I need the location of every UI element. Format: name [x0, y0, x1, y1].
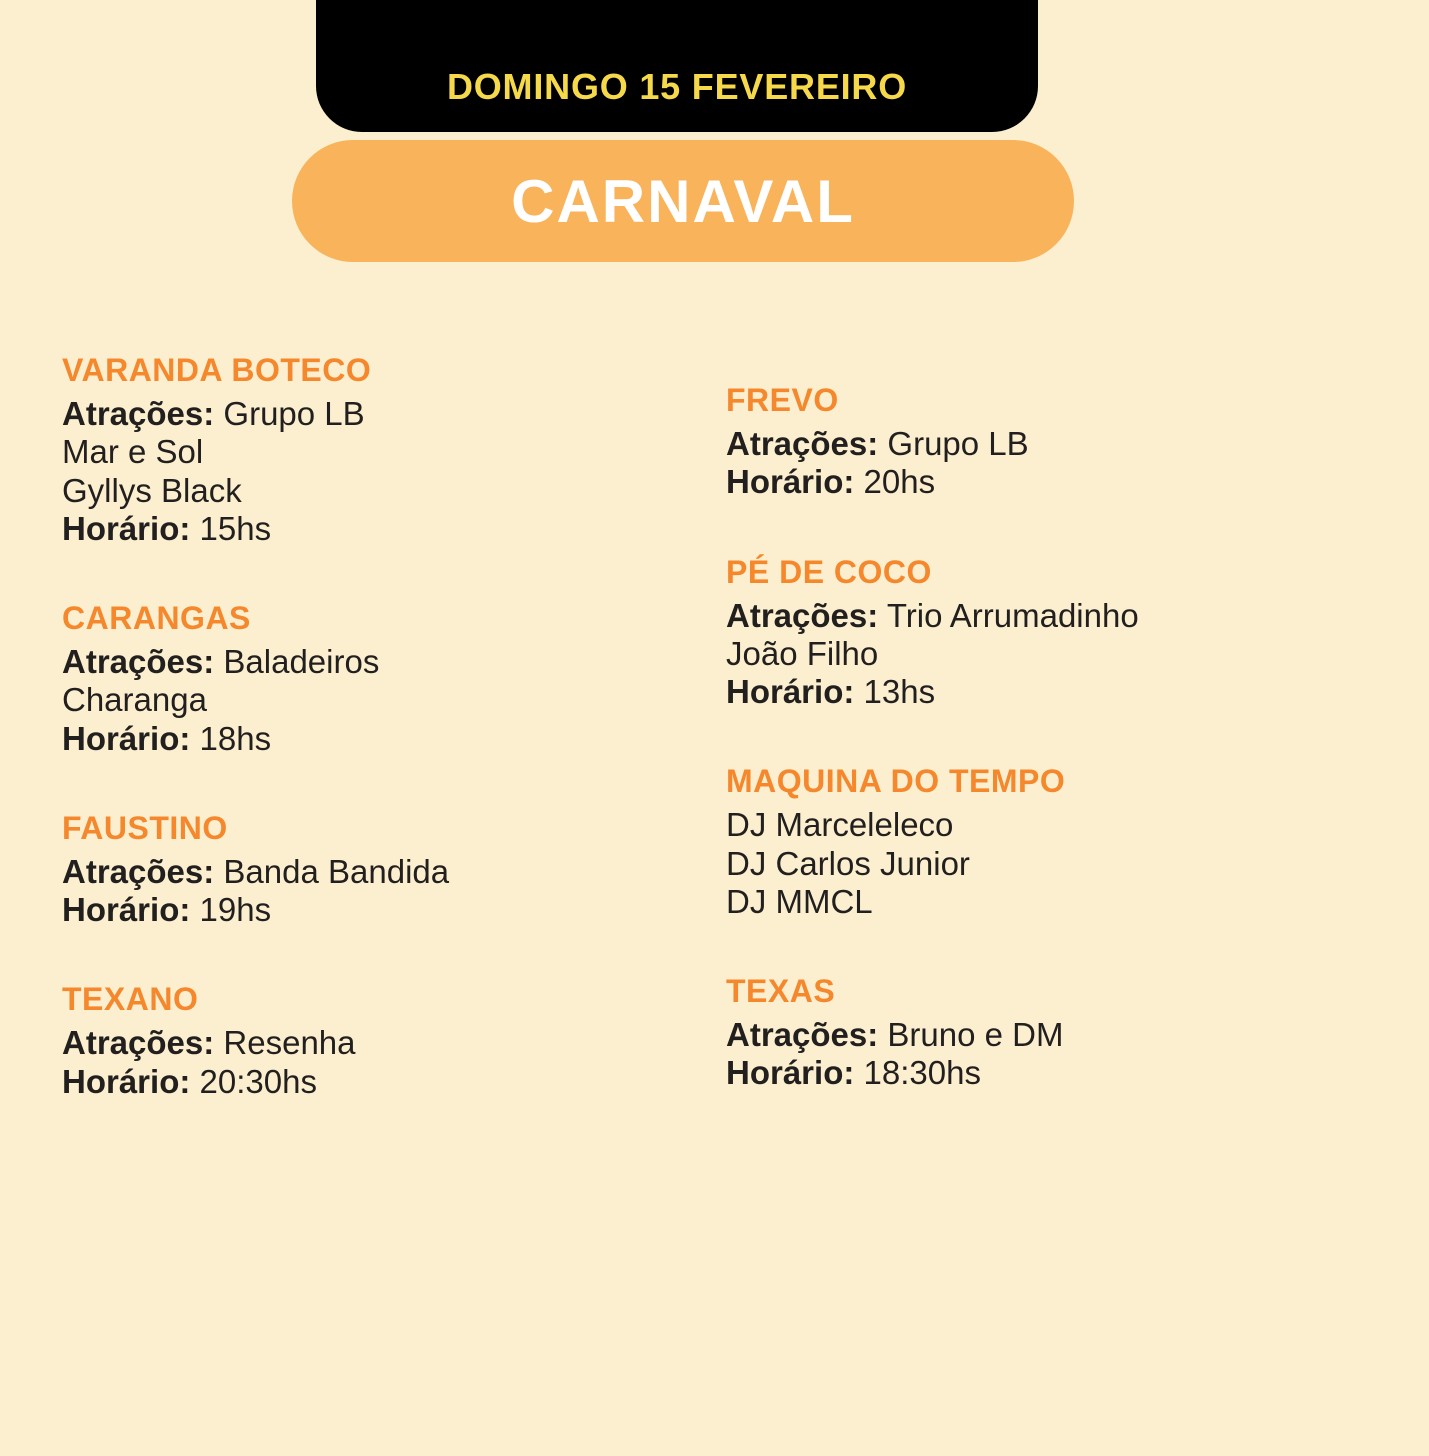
- time-value: 19hs: [199, 891, 272, 929]
- venue-name: MAQUINA DO TEMPO: [726, 763, 1066, 800]
- venues-columns: [0, 352, 1429, 1101]
- time-label: Horário:: [726, 673, 855, 711]
- time-value: 18:30hs: [863, 1054, 981, 1092]
- venue-card: [62, 352, 660, 548]
- venue-time: [726, 463, 1429, 501]
- attractions-label: Atrações:: [62, 1024, 215, 1062]
- venue-name: FREVO: [726, 382, 839, 418]
- venue-name: VARANDA BOTECO: [62, 352, 372, 388]
- venue-name: CARANGAS: [62, 600, 251, 637]
- attraction-value: Grupo LB: [887, 425, 1029, 462]
- attraction-value: Resenha: [223, 1024, 356, 1062]
- attraction-value: Bruno e DM: [887, 1016, 1064, 1054]
- time-label: Horário:: [62, 719, 191, 757]
- attractions-label: Atrações:: [62, 852, 215, 890]
- venue-card: [726, 554, 1429, 712]
- venue-card: [62, 810, 660, 930]
- venue-attraction-extra: Mar e Sol: [62, 433, 204, 471]
- event-title-pill: [292, 140, 1074, 262]
- time-label: Horário:: [62, 1062, 191, 1100]
- venue-name: TEXAS: [726, 973, 836, 1010]
- venue-time: [726, 673, 1429, 711]
- time-label: Horário:: [62, 509, 191, 547]
- venue-card: [62, 600, 660, 758]
- attraction-value: Baladeiros: [223, 643, 380, 681]
- venue-attractions-first: [62, 643, 660, 681]
- venue-attractions-first: [726, 425, 1429, 463]
- time-value: 18hs: [199, 719, 272, 757]
- attractions-label: Atrações:: [726, 1016, 879, 1054]
- venue-attractions-first: [726, 1016, 1429, 1054]
- attraction-value: Trio Arrumadinho: [886, 596, 1139, 634]
- venue-name: FAUSTINO: [62, 809, 228, 846]
- attractions-label: Atrações:: [62, 395, 215, 432]
- venue-card: [62, 981, 660, 1101]
- venue-card: [726, 382, 1429, 502]
- venue-attractions-first: [726, 597, 1429, 635]
- venue-time: [62, 510, 660, 548]
- attractions-label: Atrações:: [62, 643, 215, 681]
- date-banner: [316, 0, 1038, 132]
- attraction-value: Banda Bandida: [223, 852, 450, 890]
- venue-attraction-extra: DJ Marceleleco: [726, 806, 954, 844]
- venue-attraction-extra: Charanga: [62, 681, 207, 719]
- date-label: DOMINGO 15 FEVEREIRO: [446, 66, 908, 107]
- venue-attraction-extra: Gyllys Black: [62, 471, 242, 509]
- attractions-label: Atrações:: [726, 425, 879, 462]
- venue-time: [62, 1063, 660, 1101]
- time-label: Horário:: [62, 891, 191, 929]
- time-value: 20:30hs: [199, 1062, 317, 1100]
- time-value: 13hs: [863, 673, 936, 711]
- venue-name: PÉ DE COCO: [726, 553, 932, 590]
- venue-attraction-extra: DJ MMCL: [726, 882, 873, 920]
- time-label: Horário:: [726, 463, 855, 501]
- attractions-label: Atrações:: [726, 596, 879, 634]
- time-value: 20hs: [863, 463, 936, 501]
- venue-attraction-extra: DJ Carlos Junior: [726, 844, 970, 882]
- venue-attractions-first: [62, 395, 660, 433]
- time-value: 15hs: [199, 509, 272, 547]
- time-label: Horário:: [726, 1054, 855, 1092]
- venue-time: [62, 720, 660, 758]
- venue-card: [726, 763, 1429, 921]
- venues-column-right: [660, 352, 1429, 1101]
- venues-column-left: [0, 352, 660, 1101]
- venue-time: [62, 891, 660, 929]
- attraction-value: Grupo LB: [223, 395, 365, 432]
- venue-time: [726, 1054, 1429, 1092]
- venue-name: TEXANO: [62, 981, 199, 1018]
- venue-attractions-first: [62, 1024, 660, 1062]
- page-title: CARNAVAL: [511, 167, 855, 235]
- venue-attractions-first: [62, 853, 660, 891]
- venue-attraction-extra: João Filho: [726, 634, 879, 672]
- venue-card: [726, 973, 1429, 1093]
